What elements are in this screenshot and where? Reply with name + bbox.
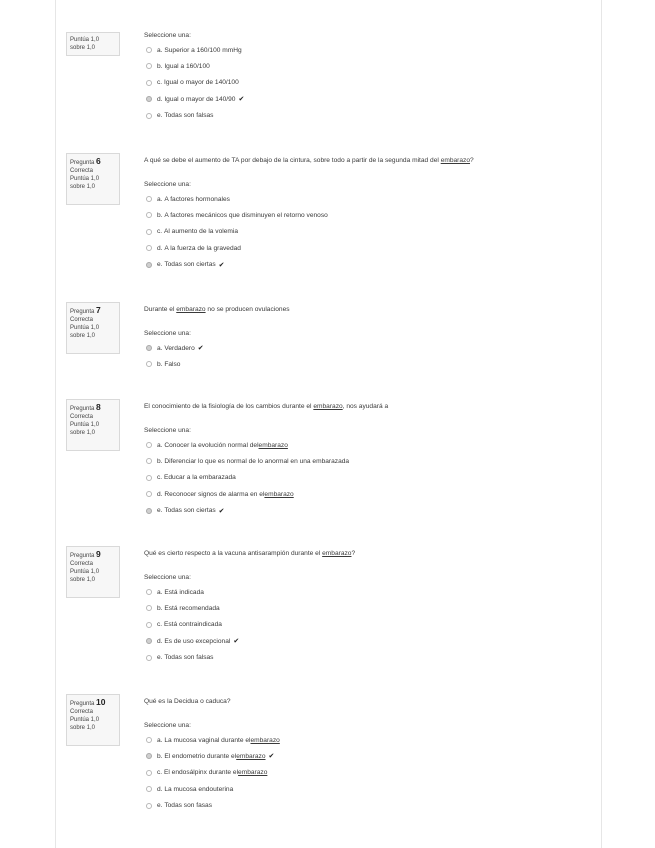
- option-text: Verdadero: [164, 344, 195, 352]
- answer-option[interactable]: [146, 735, 280, 745]
- question-text-start: El conocimiento de la fisiología de los cambios durante el: [144, 403, 314, 410]
- glossary-link[interactable]: embarazo: [258, 441, 288, 449]
- option-letter: d.: [157, 244, 163, 252]
- radio-icon[interactable]: [146, 638, 152, 644]
- option-text: Educar a la embarazada: [163, 474, 236, 482]
- answer-option[interactable]: [146, 111, 213, 121]
- option-letter: b.: [157, 604, 163, 612]
- option-text: El endosálpinx durante el: [163, 769, 239, 777]
- answer-option[interactable]: [146, 801, 212, 811]
- option-letter: c.: [157, 769, 163, 777]
- glossary-link[interactable]: embarazo: [313, 403, 343, 410]
- question-number-row: [70, 157, 116, 167]
- answer-option[interactable]: [146, 343, 204, 353]
- select-one-prompt: Seleccione una:: [144, 427, 191, 434]
- radio-icon[interactable]: [146, 589, 152, 595]
- question-score: Puntúa 1,0: [70, 37, 100, 43]
- question-text: [144, 549, 355, 558]
- option-letter: d.: [157, 95, 163, 103]
- select-one-prompt: Seleccione una:: [144, 330, 191, 337]
- question-score: Puntúa 1,0: [70, 176, 100, 182]
- question-score: Puntúa 1,0: [70, 717, 100, 723]
- answer-option[interactable]: [146, 45, 242, 55]
- option-text: El endometrio durante el: [164, 752, 237, 760]
- question-text: [144, 305, 290, 314]
- question-label: Pregunta: [70, 309, 95, 315]
- check-icon: ✔: [218, 261, 225, 269]
- answer-option[interactable]: [146, 61, 210, 71]
- question-max-score: sobre 1,0: [70, 45, 96, 51]
- question-text-start: Durante el: [144, 306, 177, 313]
- radio-icon[interactable]: [146, 508, 152, 514]
- option-text: Todas son falsas: [164, 112, 214, 120]
- answer-option[interactable]: [146, 473, 236, 483]
- radio-icon[interactable]: [146, 475, 152, 481]
- answer-option[interactable]: [146, 227, 238, 237]
- radio-icon[interactable]: [146, 47, 152, 53]
- question-status: Correcta: [70, 168, 94, 174]
- radio-icon[interactable]: [146, 803, 152, 809]
- option-letter: c.: [157, 79, 163, 87]
- question-number-row: [70, 698, 116, 708]
- option-text: Está recomendada: [164, 604, 220, 612]
- answer-option[interactable]: [146, 440, 288, 450]
- question-score: Puntúa 1,0: [70, 325, 100, 331]
- option-letter: e.: [157, 802, 163, 810]
- question-text: [144, 156, 474, 165]
- question-max-score: sobre 1,0: [70, 430, 96, 436]
- glossary-link[interactable]: embarazo: [238, 769, 268, 777]
- option-letter: d.: [157, 490, 163, 498]
- radio-icon[interactable]: [146, 605, 152, 611]
- option-letter: e.: [157, 507, 163, 515]
- option-letter: a.: [157, 441, 163, 449]
- answer-option[interactable]: [146, 210, 328, 220]
- radio-icon[interactable]: [146, 113, 152, 119]
- question-number-row: [70, 306, 116, 316]
- answer-option[interactable]: [146, 620, 222, 630]
- question-text-end: no se producen ovulaciones: [205, 306, 290, 313]
- answer-option[interactable]: [146, 260, 225, 270]
- question-text-end: ?: [351, 550, 356, 557]
- option-letter: a.: [157, 46, 163, 54]
- question-status: Correcta: [70, 709, 94, 715]
- question-max-score: sobre 1,0: [70, 577, 96, 583]
- radio-icon[interactable]: [146, 458, 152, 464]
- question-info-box: [66, 399, 120, 451]
- glossary-link[interactable]: embarazo: [176, 306, 206, 313]
- question-label: Pregunta: [70, 406, 95, 412]
- option-letter: b.: [157, 752, 163, 760]
- quiz-review-page: [55, 0, 602, 848]
- option-letter: c.: [157, 228, 163, 236]
- option-text: Igual a 160/100: [164, 62, 210, 70]
- option-letter: a.: [157, 588, 163, 596]
- check-icon: ✔: [268, 753, 275, 761]
- option-text: Reconocer signos de alarma en el: [164, 490, 265, 498]
- question-status: Correcta: [70, 561, 94, 567]
- option-text: Está contraindicada: [163, 621, 222, 629]
- question-number: 7: [96, 305, 101, 315]
- option-text: A la fuerza de la gravedad: [164, 244, 241, 252]
- answer-option[interactable]: [146, 456, 349, 466]
- radio-icon[interactable]: [146, 196, 152, 202]
- option-letter: b.: [157, 360, 163, 368]
- radio-icon[interactable]: [146, 753, 152, 759]
- question-label: Pregunta: [70, 160, 95, 166]
- glossary-link[interactable]: embarazo: [236, 752, 266, 760]
- option-text: Al aumento de la volemia: [163, 228, 239, 236]
- radio-icon[interactable]: [146, 345, 152, 351]
- answer-option[interactable]: [146, 653, 213, 663]
- option-letter: a.: [157, 736, 163, 744]
- question-text: [144, 402, 388, 411]
- option-text: Todas son ciertas: [164, 507, 216, 515]
- option-text: Igual o mayor de 140/100: [163, 79, 239, 87]
- radio-icon[interactable]: [146, 229, 152, 235]
- radio-icon[interactable]: [146, 622, 152, 628]
- question-info-box: [66, 546, 120, 598]
- radio-icon[interactable]: [146, 212, 152, 218]
- radio-icon[interactable]: [146, 442, 152, 448]
- glossary-link[interactable]: embarazo: [322, 550, 352, 557]
- question-number: 8: [96, 402, 101, 412]
- option-letter: b.: [157, 211, 163, 219]
- option-text: La mucosa endouterina: [164, 785, 234, 793]
- answer-option[interactable]: [146, 784, 233, 794]
- answer-option[interactable]: [146, 506, 225, 516]
- radio-icon[interactable]: [146, 245, 152, 251]
- select-one-prompt: Seleccione una:: [144, 32, 191, 39]
- option-text: Todas son falsas: [164, 654, 214, 662]
- check-icon: ✔: [197, 345, 204, 352]
- question-status: Correcta: [70, 317, 94, 323]
- answer-option[interactable]: [146, 359, 180, 369]
- radio-icon[interactable]: [146, 491, 152, 497]
- question-text: [144, 697, 231, 706]
- radio-icon[interactable]: [146, 80, 152, 86]
- radio-icon[interactable]: [146, 655, 152, 661]
- option-letter: a.: [157, 195, 163, 203]
- question-info-box: [66, 153, 120, 205]
- option-letter: e.: [157, 261, 163, 269]
- option-letter: b.: [157, 457, 163, 465]
- answer-option[interactable]: [146, 94, 244, 104]
- answer-option[interactable]: [146, 243, 241, 253]
- answer-option[interactable]: [146, 603, 220, 613]
- option-letter: e.: [157, 112, 163, 120]
- option-text: Todas son ciertas: [164, 261, 216, 269]
- option-letter: e.: [157, 654, 163, 662]
- option-letter: b.: [157, 62, 163, 70]
- option-letter: d.: [157, 637, 163, 645]
- glossary-link[interactable]: embarazo: [250, 736, 280, 744]
- question-label: Pregunta: [70, 553, 95, 559]
- check-icon: ✔: [238, 96, 245, 104]
- question-text-end: ?: [470, 157, 474, 164]
- question-max-score: sobre 1,0: [70, 725, 96, 731]
- select-one-prompt: Seleccione una:: [144, 181, 191, 188]
- option-text: A factores mecánicos que disminuyen el retorno venoso: [164, 211, 328, 219]
- question-info-box: [66, 32, 120, 56]
- select-one-prompt: Seleccione una:: [144, 574, 191, 581]
- option-text: Igual o mayor de 140/90: [164, 95, 236, 103]
- select-one-prompt: Seleccione una:: [144, 722, 191, 729]
- radio-icon[interactable]: [146, 361, 152, 367]
- answer-option[interactable]: [146, 768, 267, 778]
- answer-option[interactable]: [146, 194, 230, 204]
- answer-option[interactable]: [146, 751, 274, 761]
- check-icon: ✔: [233, 638, 240, 646]
- option-text: Está indicada: [164, 588, 204, 596]
- option-text: A factores hormonales: [164, 195, 230, 203]
- question-info-box: [66, 302, 120, 354]
- radio-icon[interactable]: [146, 770, 152, 776]
- option-letter: c.: [157, 474, 163, 482]
- question-text-start: Qué es cierto respecto a la vacuna antisarampión durante el: [144, 550, 323, 557]
- question-max-score: sobre 1,0: [70, 184, 96, 190]
- option-text: La mucosa vaginal durante el: [164, 736, 251, 744]
- question-score: Puntúa 1,0: [70, 569, 100, 575]
- option-text: Todas son fasas: [164, 802, 212, 810]
- radio-icon[interactable]: [146, 786, 152, 792]
- option-text: Conocer la evolución normal del: [164, 441, 259, 449]
- answer-option[interactable]: [146, 636, 239, 646]
- option-letter: a.: [157, 344, 163, 352]
- option-letter: c.: [157, 621, 163, 629]
- question-number: 10: [96, 697, 106, 707]
- glossary-link[interactable]: embarazo: [264, 490, 294, 498]
- question-number: 6: [96, 156, 101, 166]
- answer-option[interactable]: [146, 587, 204, 597]
- question-text-start: Qué es la Decidua o caduca?: [144, 698, 231, 705]
- question-max-score: sobre 1,0: [70, 333, 96, 339]
- question-label: Pregunta: [70, 701, 95, 707]
- radio-icon[interactable]: [146, 96, 152, 102]
- option-text: Diferenciar lo que es normal de lo anormal en una embarazada: [164, 457, 350, 465]
- option-letter: d.: [157, 785, 163, 793]
- option-text: Falso: [164, 360, 181, 368]
- radio-icon[interactable]: [146, 737, 152, 743]
- radio-icon[interactable]: [146, 63, 152, 69]
- option-text: Superior a 160/100 mmHg: [164, 46, 242, 54]
- radio-icon[interactable]: [146, 262, 152, 268]
- question-score: Puntúa 1,0: [70, 422, 100, 428]
- question-number-row: [70, 403, 116, 413]
- option-text: Es de uso excepcional: [164, 637, 231, 645]
- question-number: 9: [96, 549, 101, 559]
- question-text-start: A qué se debe el aumento de TA por debajo de la cintura, sobre todo a partir de la segunda mitad del: [144, 157, 441, 164]
- question-text-end: , nos ayudará a: [342, 403, 389, 410]
- answer-option[interactable]: [146, 489, 294, 499]
- glossary-link[interactable]: embarazo: [440, 157, 471, 164]
- question-info-box: [66, 694, 120, 746]
- check-icon: ✔: [218, 507, 225, 515]
- question-status: Correcta: [70, 414, 94, 420]
- question-number-row: [70, 550, 116, 560]
- answer-option[interactable]: [146, 78, 239, 88]
